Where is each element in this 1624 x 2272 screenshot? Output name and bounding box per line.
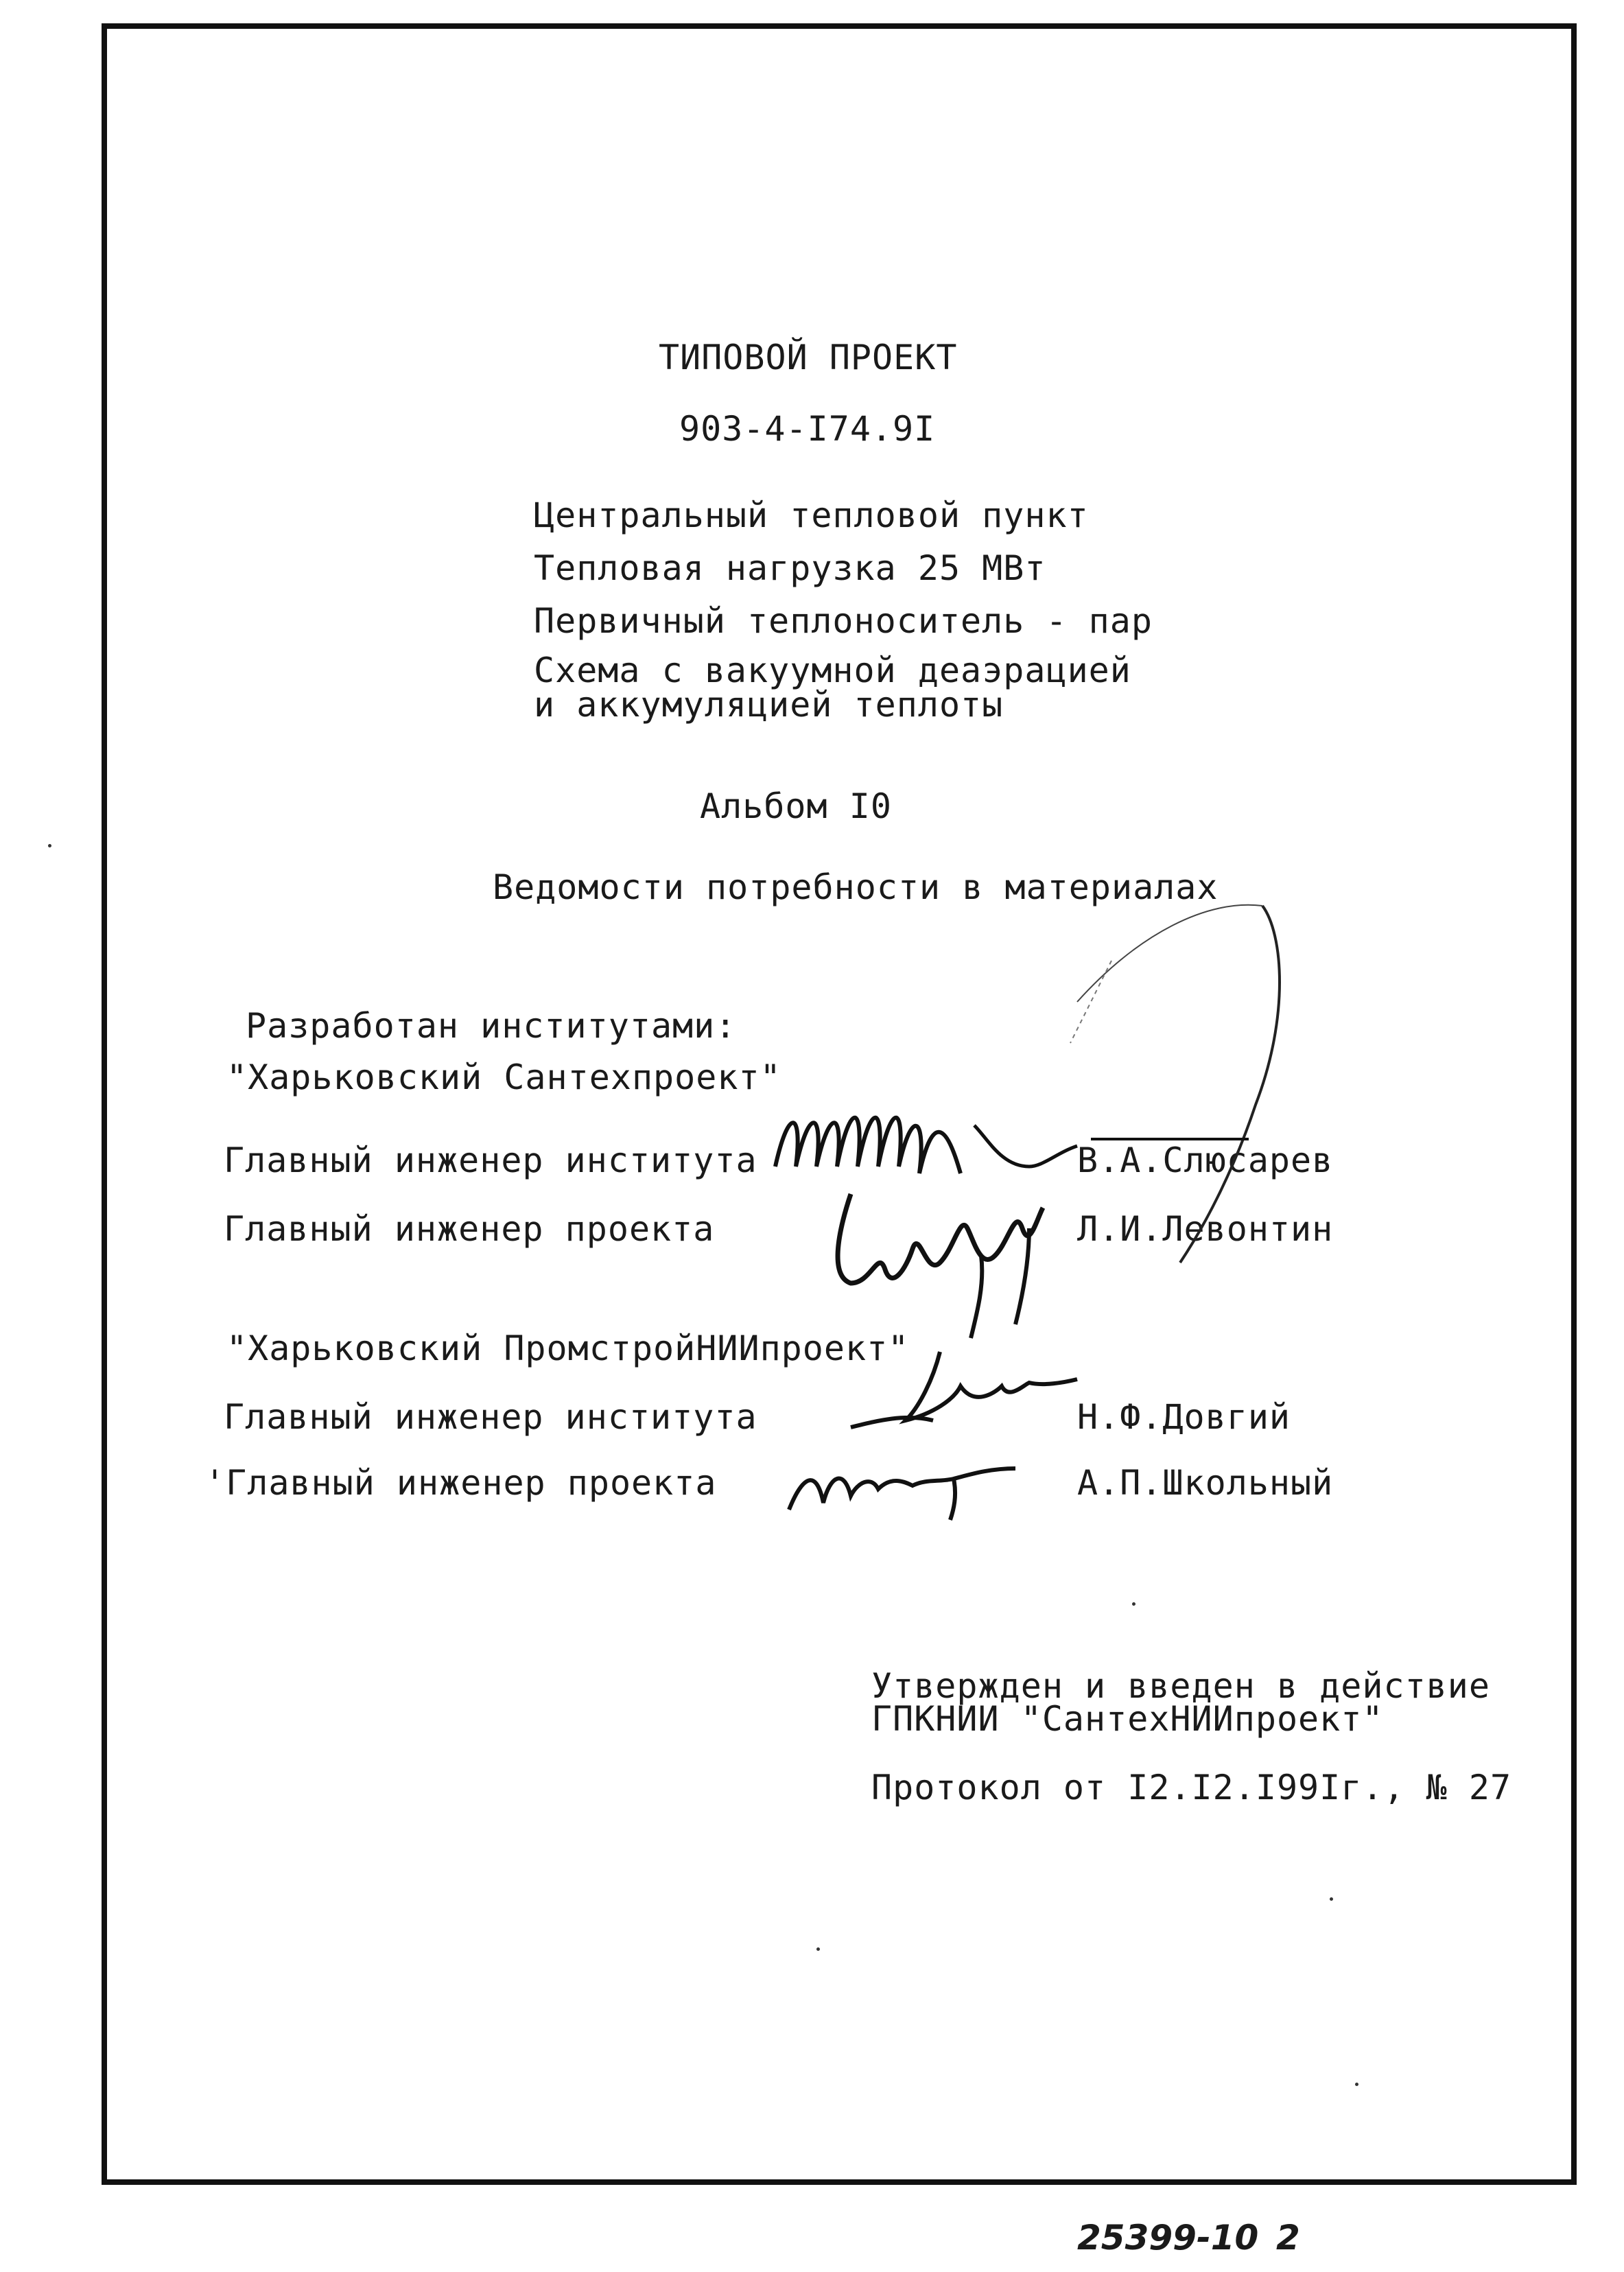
institute-1-signer-2: Л.И.Левонтин: [1077, 1209, 1334, 1249]
institute-1-role-1: Главный инженер института: [224, 1140, 757, 1180]
institute-1-role-2: Главный инженер проекта: [224, 1209, 715, 1249]
page-number: 2: [1276, 2218, 1300, 2258]
project-number: 903-4-I74.9I: [679, 409, 936, 449]
institute-2-role-2-text: Главный инженер проекта: [226, 1463, 717, 1503]
scan-speck: [1355, 2083, 1358, 2086]
institute-2-role-1: Главный инженер института: [224, 1397, 757, 1437]
description-line-2: Тепловая нагрузка 25 МВт: [534, 548, 1046, 588]
institute-1-name: "Харьковский Сантехпроект": [226, 1057, 781, 1097]
institute-2-signer-1: Н.Ф.Довгий: [1077, 1397, 1291, 1437]
institute-2-role-2: 'Главный инженер проекта: [204, 1463, 717, 1503]
institute-2-signer-2: А.П.Школьный: [1077, 1463, 1334, 1503]
approval-line-2: ГПКНИИ "СантехНИИпроект": [871, 1699, 1384, 1739]
description-line-4a: Схема с вакуумной деаэрацией: [534, 651, 1131, 690]
signature-levontin: [823, 1167, 1070, 1359]
document-type-title: ТИПОВОЙ ПРОЕКТ: [659, 338, 958, 377]
description-line-4b: и аккумуляцией теплоты: [534, 685, 1004, 725]
document-code: 25399-10: [1077, 2218, 1259, 2258]
signature-shkolny: [782, 1448, 1029, 1523]
scan-speck: [816, 1947, 820, 1951]
description-line-1: Центральный тепловой пункт: [534, 495, 1089, 535]
approval-line-1: Утвержден и введен в действие: [871, 1666, 1490, 1706]
signature-dovgiy: [837, 1345, 1084, 1441]
description-line-3: Первичный теплоноситель - пар: [534, 601, 1153, 641]
developers-intro: Разработан институтами:: [246, 1006, 737, 1046]
institute-2-name: "Харьковский ПромстройНИИпроект": [226, 1328, 910, 1368]
scan-speck: [1330, 1897, 1333, 1901]
scan-speck: [48, 844, 51, 847]
scan-speck: [1132, 1602, 1135, 1606]
album-label: Альбом I0: [700, 786, 892, 826]
approval-protocol: Протокол от I2.I2.I99Iг., № 27: [871, 1768, 1512, 1807]
institute-1-signer-1: В.А.Слюсарев: [1077, 1140, 1334, 1180]
album-subject: Ведомости потребности в материалах: [493, 867, 1219, 907]
